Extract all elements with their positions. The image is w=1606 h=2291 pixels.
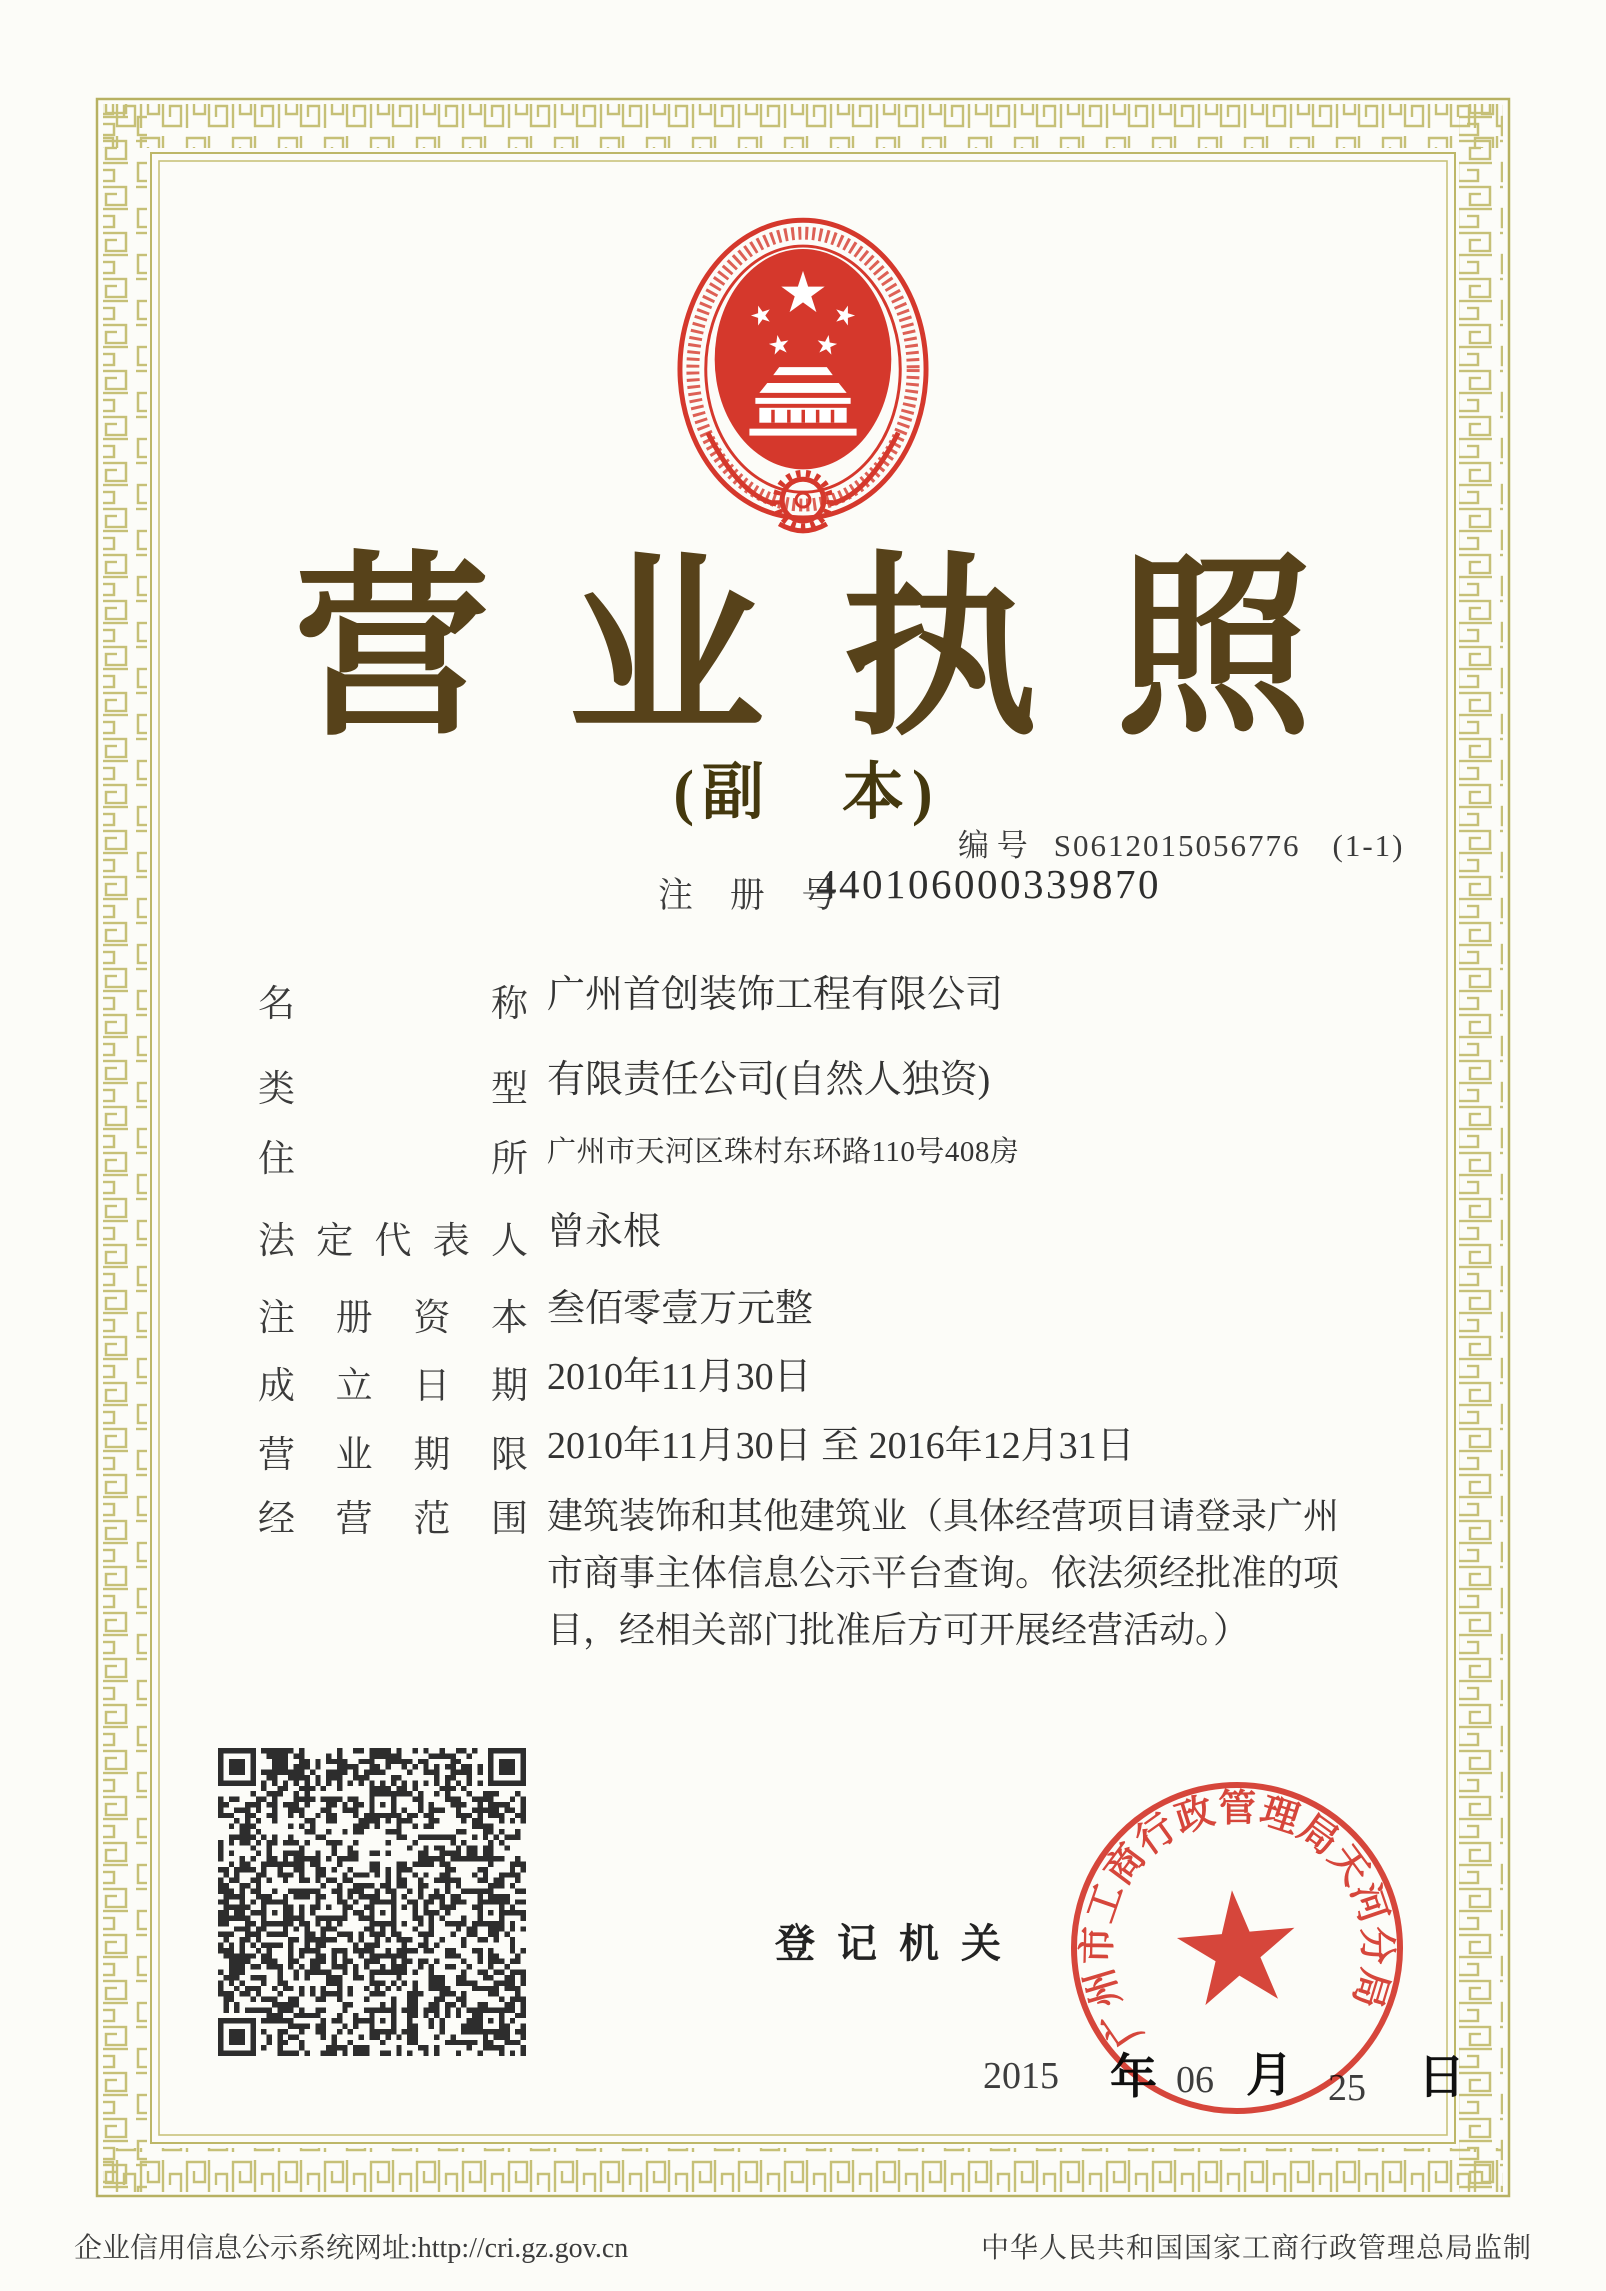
field-value: 2010年11月30日 至 2016年12月31日	[547, 1425, 1135, 1467]
field-row	[258, 1488, 1452, 1659]
issue-day: 25	[1328, 2067, 1366, 2109]
field-label: 经 营 范 围	[258, 1499, 528, 1540]
serial-value: S0612015056776	[1053, 828, 1301, 863]
field-label: 住 所	[258, 1139, 528, 1180]
field-value: 建筑装饰和其他建筑业（具体经营项目请登录广州 市商事主体信息公示平台查询。依法须经批准的项 目，经相关部门批准后方可开展经营活动。）	[547, 1496, 1340, 1650]
field-value: 广州首创装饰工程有限公司	[547, 974, 1004, 1016]
footer-public-info-url: 企业信用信息公示系统网址:http://cri.gz.gov.cn	[74, 2233, 629, 2264]
qr-code	[218, 1748, 526, 2056]
stamp-star-icon	[1173, 1885, 1300, 2007]
field-value: 广州市天河区珠村东环路110号408房	[547, 1136, 1020, 1168]
official-stamp	[1058, 1769, 1416, 2127]
field-label: 注 册 资 本	[258, 1298, 528, 1339]
stamp-arc-text: 广州市工商行政管理局天河分局	[1076, 1788, 1398, 2055]
license-title: 营业执照	[293, 542, 1390, 759]
issuer-label: 登记机关	[775, 1921, 1023, 1966]
serial-suffix: (1-1)	[1332, 828, 1405, 863]
field-label: 营 业 期 限	[258, 1435, 528, 1476]
national-emblem-icon	[674, 210, 932, 558]
field-row	[258, 1210, 661, 1264]
issue-month: 06	[1176, 2059, 1214, 2101]
field-label: 成 立 日 期	[258, 1366, 528, 1407]
footer-authority: 中华人民共和国国家工商行政管理总局监制	[980, 2233, 1532, 2264]
field-row	[258, 1058, 990, 1112]
field-row	[258, 1128, 1019, 1182]
serial-label: 编 号	[958, 828, 1028, 863]
field-label: 名 称	[258, 984, 528, 1025]
field-value: 曾永根	[547, 1211, 662, 1253]
field-value: 有限责任公司(自然人独资)	[547, 1059, 991, 1101]
issue-year: 2015	[983, 2055, 1059, 2097]
registration-number-label: 注 册 号	[658, 876, 851, 915]
field-label: 法 定 代 表 人	[258, 1221, 528, 1262]
field-value: 2010年11月30日	[547, 1356, 812, 1398]
field-row	[258, 1355, 812, 1409]
field-row	[258, 1424, 1135, 1478]
field-row	[258, 1287, 813, 1341]
issue-day-unit: 日	[1418, 2052, 1465, 2104]
field-value: 叁佰零壹万元整	[547, 1288, 814, 1330]
field-label: 类 型	[258, 1069, 528, 1110]
field-row	[258, 973, 1003, 1027]
license-subtitle: (副 本)	[673, 759, 941, 827]
registration-number-value: 440106000339870	[816, 861, 1161, 907]
issue-month-unit: 月	[1246, 2050, 1293, 2102]
issue-year-unit: 年	[1110, 2052, 1157, 2104]
